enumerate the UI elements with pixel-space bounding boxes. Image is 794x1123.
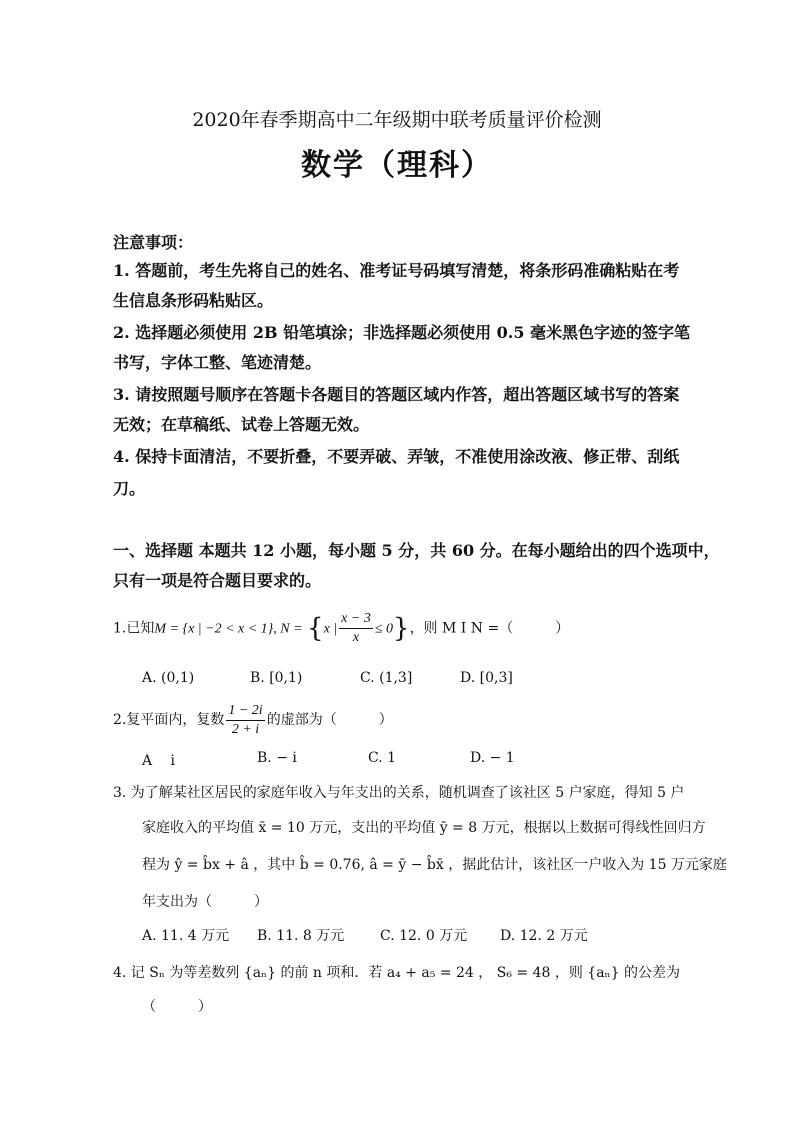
subject-title: 数学（理科） [301,148,493,183]
q2-option-b: B. − i [257,750,297,766]
q1-prefix: 1.已知 [113,620,155,637]
q1-numerator: x − 3 [339,610,373,629]
notice-line: 4. 保持卡面清洁，不要折叠，不要弄破、弄皱，不准使用涂改液、修正带、刮纸 [113,447,680,466]
q1-n-left: x | [323,621,338,637]
q1-option-a: A. (0,1) [142,670,195,686]
q3-option-b: B. 11. 8 万元 [257,928,345,944]
notice-line: 无效；在草稿纸、试卷上答题无效。 [113,415,370,434]
notice-line: 书写，字体工整、笔迹清楚。 [113,353,322,372]
question-2 [113,700,393,740]
q1-denominator: x [352,630,360,645]
right-brace: } [393,613,410,644]
q2-prefix: 2.复平面内，复数 [113,712,225,728]
notice-heading: 注意事项： [113,233,194,252]
q3-line: 3. 为了解某社区居民的家庭年收入与年支出的关系，随机调查了该社区 5 户家庭，得知 5 户 [113,785,685,801]
q1-suffix: ，则 M I N =（ ） [409,620,570,637]
q3-option-a: A. 11. 4 万元 [142,928,230,944]
notice-line: 1. 答题前，考生先将自己的姓名、准考证号码填写清楚，将条形码准确粘贴在考 [113,261,680,280]
q4-line: 4. 记 Sₙ 为等差数列 {aₙ} 的前 n 项和．若 a₄ + a₅ = 24 ， S₆ = 48 ，则 {aₙ} 的公差为 [113,965,680,981]
notice-line: 3. 请按照题号顺序在答题卡各题目的答题区域内作答，超出答题区域书写的答案 [113,385,680,404]
q2-option-a: A i [142,753,176,769]
q1-fraction [339,610,373,647]
q2-option-d: D. − 1 [470,750,515,766]
q2-numerator: 1 − 2i [226,702,264,721]
q1-option-d: D. [0,3] [460,670,513,686]
q1-option-c: C. (1,3] [360,670,413,686]
notice-line: 刀。 [113,479,146,498]
left-brace: { [307,613,324,644]
question-1 [113,610,569,648]
q1-option-b: B. [0,1) [250,670,303,686]
section-heading-cont: 只有一项是符合题目要求的。 [113,571,322,590]
q3-option-c: C. 12. 0 万元 [380,928,468,944]
q1-m-set: M = {x | −2 < x < 1} [154,621,274,637]
q3-line: 家庭收入的平均值 x̄ = 10 万元，支出的平均值 ȳ = 8 万元，根据以上数据可得线性回归方 [142,820,706,836]
q2-denominator: 2 + i [231,721,260,737]
notice-line: 2. 选择题必须使用 2B 铅笔填涂；非选择题必须使用 0.5 毫米黑色字迹的签字笔 [113,323,691,342]
exam-title: 2020年春季期高中二年级期中联考质量评价检测 [192,109,602,131]
section-heading: 一、选择题 本题共 12 小题，每小题 5 分，共 60 分。在每小题给出的四个选项中， [113,541,720,560]
q3-option-d: D. 12. 2 万元 [500,928,588,944]
q1-n-right: ≤ 0 [374,621,394,637]
notice-line: 生信息条形码粘贴区。 [113,291,274,310]
q2-suffix: 的虚部为（ ） [266,712,393,728]
q3-line: 年支出为（ ） [142,894,268,910]
q2-option-c: C. 1 [368,750,397,766]
q1-n-prefix: , N = [273,621,303,637]
q3-line: 程为 ŷ = b̂x + â ，其中 b̂ = 0.76, â = ȳ − b̂x̄ ，据此估计，该社区一户收入为 15 万元家庭 [142,857,727,873]
q2-fraction [226,702,264,739]
q4-line: （ ） [142,999,212,1015]
